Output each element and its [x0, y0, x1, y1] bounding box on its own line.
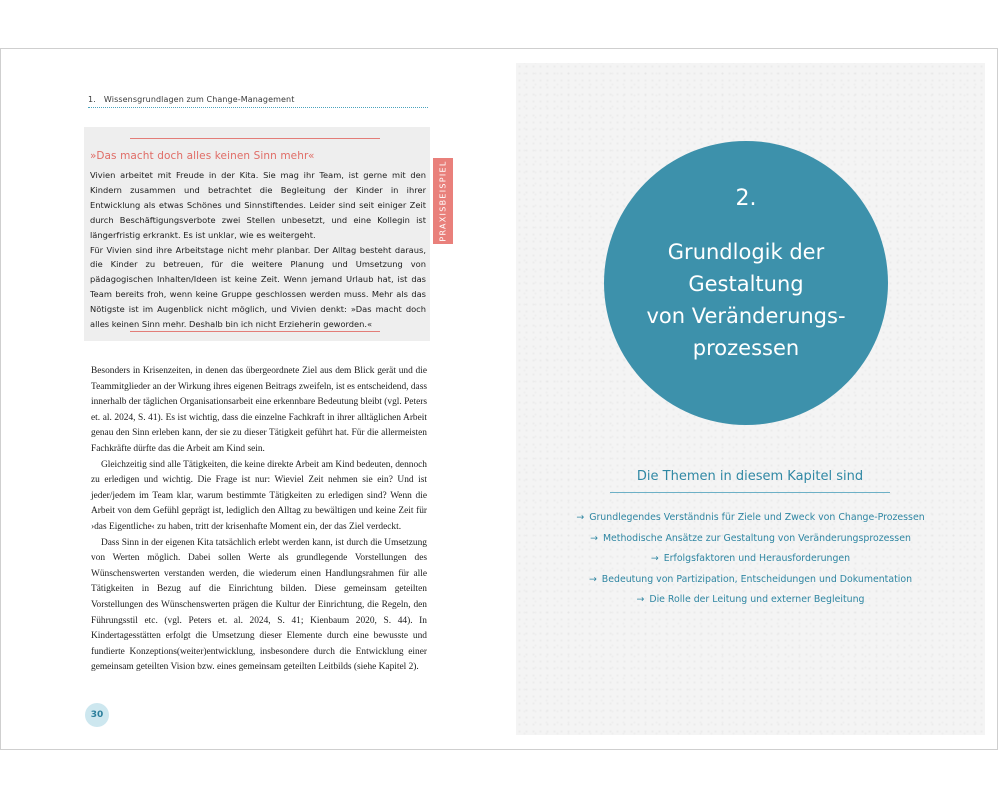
chapter-number: 2. [735, 186, 757, 211]
body-paragraph: Besonders in Krisenzeiten, in denen das übergeordnete Ziel aus dem Blick gerät und die Teammitglieder an der Wirkung ihres eigenen Beitrags zweifeln, ist es entscheidend, dass innerhalb der täglichen Organisationsarbeit eine erkennbare Bedeutung bleibt (vgl. Peters et. al. 2024, S. 41). Es ist wichtig, dass die einzelne Fachkraft in ihrer alltäglichen Arbeit genau den Sinn erleben kann, der sie zu dieser Tätigkeit geführt hat. Für die allermeisten Fachkräfte dürfte das die Arbeit am Kind sein. [91, 366, 427, 454]
running-header: 1. Wissensgrundlagen zum Change-Management [88, 95, 295, 104]
arrow-right-icon: → [588, 573, 597, 585]
topic-item [516, 570, 985, 591]
topic-item [516, 529, 985, 550]
page-number-badge [85, 703, 109, 727]
topic-label: Erfolgsfaktoren und Herausforderungen [663, 553, 851, 565]
topics-heading: Die Themen in diesem Kapitel sind [636, 469, 864, 484]
chapter-title-line: von Veränderungs- [646, 304, 846, 328]
example-top-rule [130, 138, 380, 139]
chapter-title-line: Gestaltung [688, 272, 804, 296]
arrow-right-icon: → [636, 594, 645, 606]
topic-label: Bedeutung von Partizipation, Entscheidungen und Dokumentation [601, 573, 913, 585]
body-paragraph: Dass Sinn in der eigenen Kita tatsächlich erlebt werden kann, ist durch die Umsetzung von Werten möglich. Dabei sollen Werte als grundlegende Vorstellungen des Wünschenswerten verstanden werden, die wiederum einen Handlungsrahmen für alle Tätigkeiten in Bezug auf die Einrichtung bilden. Diese gemeinsam geteilten Vorstellungen des Wünschenswerten prägen die Kultur der Einrichtung, die Regeln, den Führungsstil etc. (vgl. Peters et. al. 2024, S. 41; Kienbaum 2020, S. 44). In Kindertagesstätten erfolgt die Umsetzung dieser Elemente durch eine bewusste und fundierte Konzeptions(weiter)entwicklung, insbesondere durch die Entwicklung einer gemeinsam geteilten Vision bzw. eines gemeinsam geteilten Leitbilds (siehe Kapitel 2). [91, 537, 427, 673]
chapter-title [604, 236, 888, 364]
example-title: »Das macht doch alles keinen Sinn mehr« [90, 150, 315, 162]
header-divider [88, 107, 428, 108]
practice-example-tab-label: PRAXISBEISPIEL [438, 160, 448, 242]
arrow-right-icon: → [650, 553, 659, 565]
topics-divider [610, 492, 890, 493]
arrow-right-icon: → [590, 532, 598, 544]
chapter-title-line: prozessen [692, 336, 800, 360]
topic-label: Methodische Ansätze zur Gestaltung von Veränderungsprozessen [602, 532, 911, 544]
topics-list [516, 508, 985, 611]
example-text [90, 168, 426, 332]
topic-item [516, 508, 985, 529]
topic-item [516, 549, 985, 570]
body-paragraph: Gleichzeitig sind alle Tätigkeiten, die keine direkte Arbeit am Kind bedeuten, dennoch zu erledigen und wichtig. Die Frage ist nur: Wieviel Zeit nehmen sie ein? Und ist jeder/jedem im Team klar, warum bestimmte Tätigkeiten zu erledigen sind? Wenn die Arbeit von dem Gefühl geprägt ist, lediglich den Alltag zu bewältigen und keine Zeit für ›das Eigentliche‹ zu haben, tritt der krisenhafte Moment ein, der das Ziel verdeckt. [91, 459, 427, 532]
topic-item [516, 590, 985, 611]
topic-label: Die Rolle der Leitung und externer Begleitung [649, 594, 865, 606]
chapter-title-line: Grundlogik der [667, 240, 825, 264]
example-paragraph: Vivien arbeitet mit Freude in der Kita. Sie mag ihr Team, ist gerne mit den Kindern zusammen und betrachtet die Begleitung der Kinder in ihrer Entwicklung als etwas Schönes und Sinnstiftendes. Leider sind seit einiger Zeit durch Beschäftigungsverbote zwei Stellen unbesetzt, und eine Kollegin ist längerfristig erkrankt. Es ist unklar, wie es weitergeht. [90, 170, 426, 240]
page-number: 30 [90, 710, 104, 720]
example-paragraph: Für Vivien sind ihre Arbeitstage nicht mehr planbar. Der Alltag besteht daraus, die Kinder zu betreuen, für die weitere Planung und Umsetzung von pädagogischen Inhalten/Ideen ist keine Zeit. Wenn jemand Urlaub hat, ist das Team bereits froh, wenn keine Gruppe geschlossen werden muss. Mehr als das Nötigste ist im Augenblick nicht möglich, und Vivien denkt: »Das macht doch alles keinen Sinn mehr. Deshalb bin ich nicht Erzieherin geworden.« [90, 244, 426, 330]
arrow-right-icon: → [576, 512, 585, 523]
topic-label: Grundlegendes Verständnis für Ziele und Zweck von Change-Prozessen [589, 512, 925, 523]
body-text [91, 364, 427, 676]
